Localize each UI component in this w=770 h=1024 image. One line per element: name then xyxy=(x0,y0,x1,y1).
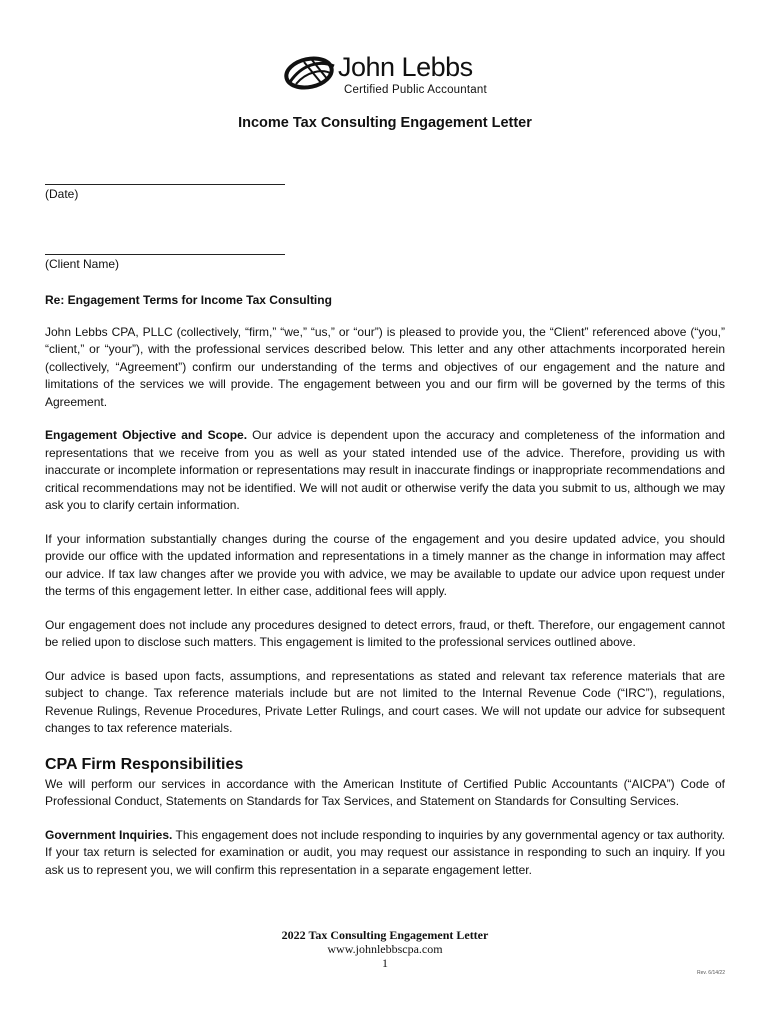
inquiries-paragraph xyxy=(45,827,725,880)
logo xyxy=(282,50,502,100)
globe-swoosh-icon xyxy=(282,54,340,92)
footer-title: 2022 Tax Consulting Engagement Letter xyxy=(281,928,489,942)
inquiries-lead: Government Inquiries. xyxy=(45,827,173,842)
objective-lead: Engagement Objective and Scope. xyxy=(45,428,248,442)
inquiries-text: This engagement does not include responding to inquiries by any governmental agency or tax authority. If your tax return is selected for examination or audit, you may request our assistance in responding to such an inquiry. If you ask us to represent you, we will confirm this representation in a separate engagement letter. xyxy=(45,827,726,877)
document-title: Income Tax Consulting Engagement Letter xyxy=(238,115,532,131)
logo-subtitle: Certified Public Accountant xyxy=(344,84,487,96)
procedures-paragraph: Our engagement does not include any procedures designed to detect errors, fraud, or theft. Therefore, our engagement cannot be relied upon to disclose such matters. This engagement is limited to the professional services outlined above. xyxy=(45,617,725,649)
objective-paragraph xyxy=(45,427,725,515)
footer-url: www.johnlebbscpa.com xyxy=(327,942,443,956)
facts-paragraph: Our advice is based upon facts, assumptions, and representations as stated and relevant tax reference materials that are subject to change. Tax reference materials include but are not limited to the Internal Revenue Code (“IRC”), regulations, Revenue Rulings, Revenue Procedures, Private Letter Rulings, and court cases. We will not update our advice for subsequent changes to tax reference materials. xyxy=(45,668,725,735)
letter-body xyxy=(45,292,725,895)
intro-paragraph: John Lebbs CPA, PLLC (collectively, “firm,” “we,” “us,” or “our”) is pleased to provide you, the “Client” referenced above (“you,” “client,” or “your”), with the professional services described below. This letter and any other attachments incorporated herein (collectively, “Agreement”) confirm our understanding of the terms and objectives of our engagement and the nature and limitations of the services we will provide. The engagement between you and our firm will be governed by the terms of this Agreement. xyxy=(45,324,725,409)
logo-name: John Lebbs xyxy=(338,52,473,82)
standards-paragraph: We will perform our services in accordance with the American Institute of Certified Public Accountants (“AICPA”) Code of Professional Conduct, Statements on Standards for Tax Services, and Statement on Standards for Consulting Services. xyxy=(45,776,725,808)
re-line: Re: Engagement Terms for Income Tax Consulting xyxy=(45,293,332,307)
page-number: 1 xyxy=(382,956,388,970)
page-footer xyxy=(0,928,770,970)
date-label: (Date) xyxy=(45,187,79,201)
objective-text: Our advice is dependent upon the accuracy and completeness of the information and representations that we receive from you as well as your stated intended use of the advice. Therefore, providing us with inaccurate or incomplete information or representations may result in inaccurate findings or inappropriate recommendations and critical recommendations may not be identified. We will not audit or otherwise verify the data you submit to us, although we may ask you to clarify certain information. xyxy=(45,428,725,512)
date-blank-line[interactable] xyxy=(45,184,285,185)
client-name-blank-line[interactable] xyxy=(45,254,285,255)
section-heading: CPA Firm Responsibilities xyxy=(45,755,244,773)
revision-note: Rev. 6/14/22 xyxy=(697,970,725,976)
changes-paragraph: If your information substantially changes during the course of the engagement and you desire updated advice, you should provide our office with the updated information and representations in a timely manner as the change in information may affect our advice. If tax law changes after we provide you with advice, we may be available to update our advice upon request under the terms of this engagement letter. In either case, additional fees will apply. xyxy=(45,531,725,598)
client-name-label: (Client Name) xyxy=(45,257,120,271)
